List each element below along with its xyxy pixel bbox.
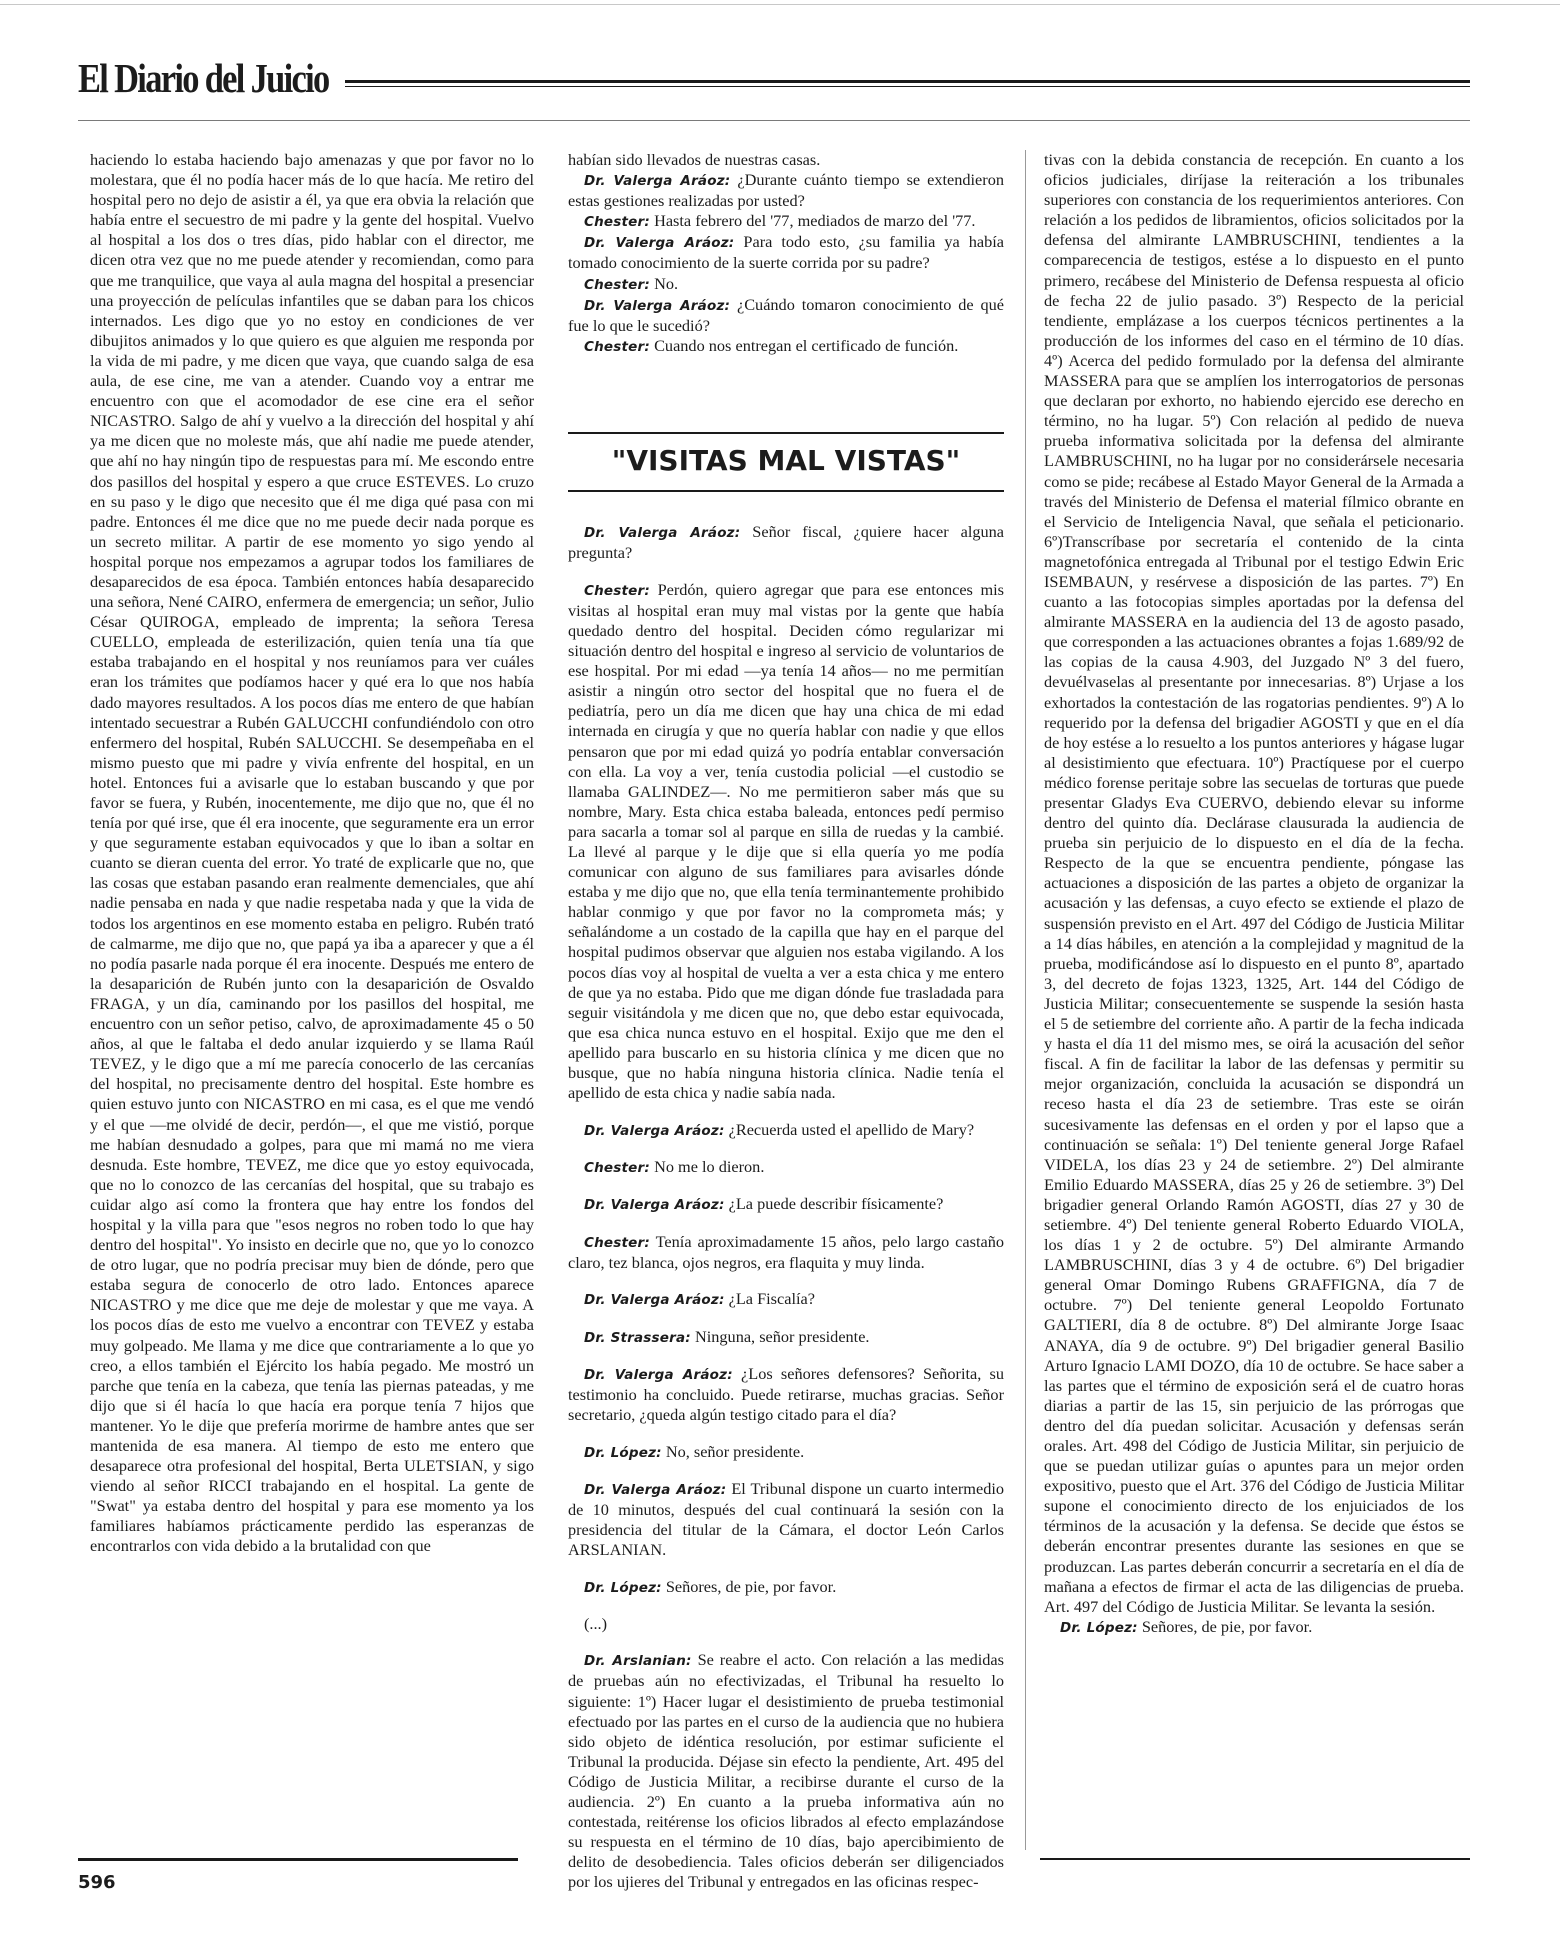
masthead-rule-thin (345, 86, 1470, 87)
heading-rule-top (568, 432, 1004, 434)
speaker-label: Dr. Valerga Aráoz: (584, 173, 731, 190)
section-headline: "VISITAS MAL VISTAS" (611, 444, 961, 477)
paragraph-text: Perdón, quiero agregar que para ese entonces mis visitas al hospital eran muy mal vistas por la gente que había quedado dentro del hospital. Deciden cómo regularizar mi situación dentro del hospital e ingreso al servicio de voluntarios de ese hospital. Por mi edad —ya tenía 14 años— no me permitían asistir a ningún otro sector del hospital que no fuera el de pediatría, pero un día me dicen que hay una chica de mi edad internada en cirugía y que no quería hablar con nadie y que ellos pensaron que por mi edad quizá yo podría entablar conversación con ella. La voy a ver, tenía custodia policial —el custodio se llamaba GALINDEZ—. No me permitieron saber más que su nombre, Mary. Esta chica estaba baleada, entonces pedí permiso para sacarla a tomar sol al parque en silla de ruedas y la cambié. La llevé al parque y le dije que si ella quería yo me podía comunicar con alguno de sus familiares para avisarles dónde estaba y me dijo que no, que ella tenía terminantemente prohibido hablar conmigo y que por favor no la comprometa más; y señalándome a un costado de la capilla que hay en el parque del hospital pudimos observar que alguien nos estaba vigilando. A los pocos días voy al hospital de vuelta a ver a esta chica y me entero de que ya no estaba. Pido que me digan dónde fue trasladada para seguir visitándola y me dicen que no, que debo estar equivocada, que esa chica nunca estuvo en el hospital. Exijo que me den el apellido para buscarlo en su historia clínica y me dicen que no busque, que no había ninguna historia clínica. Nadie tenía el apellido de esta chica y nadie sabía nada. (568, 579, 1004, 1103)
column-2-bottom-paragraph (568, 1364, 1004, 1425)
paragraph-text: ¿Cuándo tomaron conocimiento de qué fue lo que le sucedió? (568, 294, 1004, 335)
heading-rule-bottom (568, 490, 1004, 492)
paragraph-text: Señores, de pie, por favor. (1141, 1616, 1313, 1636)
footer-rule-left (78, 1858, 518, 1861)
paragraph-text: tivas con la debida constancia de recepción. En cuanto a los oficios judiciales, diríjase la reiteración a los tribunales superiores con constancia de los requerimientos anteriores. Con relación a los pedidos de libramientos, oficios solicitados por la defensa del almirante LAMBRUSCHINI, tendientes a la comparecencia de testigos, estése a lo dispuesto en el punto primero, recábese del Ministerio de Defensa respuesta al oficio de fecha 22 de julio pasado. 3º) Respecto de la pericial tendiente, emplázase a los cuerpos técnicos pertinentes a la producción de los informes del caso en el término de 10 días. 4º) Acerca del pedido formulado por la defensa del almirante MASSERA para que se amplíen los interrogatorios de personas que declaran por exhorto, no habiendo ejercido ese derecho en término, no ha lugar. 5º) Con relación al pedido de nueva prueba informativa solicitada por la defensa del almirante LAMBRUSCHINI, no ha lugar por no considerársele necesaria como se pide; recábese al Estado Mayor General de la Armada a través del Ministerio de Defensa el material fílmico obrante en el Servicio de Inteligencia Naval, que señala el peticionario. 6º)Transcríbase por secretaría el contenido de la cinta magnetofónica entregada al Tribunal por el testigo Edwin Eric ISEMBAUN, y resérvese a disposición de las partes. 7º) En cuanto a las fotocopias simples aportadas por la defensa del almirante MASSERA en la audiencia del 13 de agosto pasado, que corresponden a las actuaciones obrantes a fojas 1.689/92 de las copias de la causa 4.903, del Juzgado Nº 3 del fuero, devuélvaselas al presentante por innecesarias. 8º) Urjase a los exhortados la contestación de las rogatorias pendientes. 9º) A lo requerido por la defensa del brigadier AGOSTI y que en el día de hoy estése a lo resuelto a los puntos anteriores y hágase lugar al desistimiento que efectuara. 10º) Practíquese por el cuerpo médico forense peritaje sobre las secuelas de torturas que puede presentar Gladys Eva CUERVO, debiendo elevar su informe dentro del quinto día. Declárase clausurada la audiencia de prueba sin perjuicio de lo dispuesto en el día de la fecha. Respecto de la que se encuentra pendiente, póngase las actuaciones a disposición de las partes a objeto de organizar la acusación y las defensas, a cuyo efecto se extiende el plazo de suspensión previsto en el Art. 497 del Código de Justicia Militar a 14 días hábiles, en atención a la complejidad y magnitud de la prueba, modificándose así lo dispuesto en el punto 8º, apartado 3, del decreto de fojas 1323, 1325, Art. 144 del Código de Justicia Militar; consecuentemente se suspende la sesión hasta el 5 de setiembre del corriente año. A partir de la fecha indicada y hasta el día 11 del mismo mes, se oirá la acusación del señor fiscal. A fin de facilitar la labor de las defensas y permitir su mejor organización, concluida la acusación se dispondrá un receso hasta el día 23 de setiembre. Tras este se oirán sucesivamente las defensas en el orden y por el lapso que a continuación se señala: 1º) Del teniente general Jorge Rafael VIDELA, los días 23 y 24 de setiembre. 2º) Del almirante Emilio Eduardo MASSERA, días 25 y 26 de setiembre. 3º) Del brigadier general Orlando Ramón AGOSTI, días 27 y 30 de setiembre. 4º) Del teniente general Roberto Eduardo VIOLA, los días 1 y 2 de octubre. 5º) Del almirante Armando LAMBRUSCHINI, días 3 y 4 de octubre. 6º) Del brigadier general Omar Domingo Rubens GRAFFIGNA, día 7 de octubre. 7º) Del teniente general Leopoldo Fortunato GALTIERI, día 8 de octubre. 8º) Del almirante Jorge Isaac ANAYA, día 9 de octubre. 9º) Del brigadier general Basilio Arturo Ignacio LAMI DOZO, día 10 de octubre. Se hace saber a las partes que el término de exposición será el de cuatro horas diarias a partir de las 15, sin perjuicio de las prórrogas que dentro del día puedan solicitar. Acusación y defensas serán orales. Art. 498 del Código de Justicia Militar, sin perjuicio de que se puedan utilizar guías o apuntes para un mejor orden expositivo, puesto que el Art. 376 del Código de Justicia Militar supone el conocimiento directo de los enjuiciados de los términos de la acusación y la defensa. Se decide que éstos se deberán encontrar presentes durante las sesiones en que se produzcan. Las partes deberán concurrir a secretaría en el día de mañana a efectos de firmar el acta de las diligencias de prueba. Art. 497 del Código de Justicia Militar. Se levanta la sesión. (1044, 150, 1464, 1616)
column-2-bottom-paragraph (568, 1442, 1004, 1463)
speaker-label: Dr. Valerga Aráoz: (584, 1122, 725, 1139)
paragraph-text: Señor fiscal, ¿quiere hacer alguna pregunta? (568, 522, 1004, 563)
page-number: 596 (78, 1872, 116, 1893)
column-2-top-paragraph (568, 295, 1004, 336)
column-1-text: haciendo lo estaba haciendo bajo amenazas y que por favor no lo molestara, que él no podía hacer más de lo que hacía. Me retiro del hospital pero no dejo de asistir a él, ya que era obvia la relación que había entre el secuestro de mi padre y la gente del hospital. Vuelvo al hospital a los dos o tres días, pido hablar con el director, me dicen otra vez que no me puede atender y recomiendan, como para que me tranquilice, que vaya al aula magna del hospital a presenciar una proyección de películas infantiles que se daban para los chicos internados. Les digo que yo no estoy en condiciones de ver dibujitos animados y lo que quiero es que alguien me responda por la vida de mi padre, y me dicen que vaya, que cuando salga de esa aula, de ese cine, me van a atender. Cuando voy a entrar me encuentro con que el acomodador de ese cine era el señor NICASTRO. Salgo de ahí y vuelvo a la dirección del hospital y ahí ya me dicen que no moleste más, que ahí nadie me puede atender, que ahí no hay ningún tipo de respuestas para mí. Me escondo entre dos pasillos del hospital y espero a que cruce ESTEVES. Lo cruzo en su paso y le digo que necesito que él me diga qué pasa con mi padre. Entonces él me dice que no me puede decir nada porque es un secreto militar. A partir de ese momento yo sigo yendo al hospital porque nos empezamos a agrupar todos los familiares de desaparecidos de esa época. También entonces había desaparecido una señora, Nené CAIRO, enfermera de emergencia; un señor, Julio César QUIROGA, empleado de imprenta; la señora Teresa CUELLO, empleada de esterilización, quien tenía una tía que estaba trabajando en el hospital y nos reuníamos para ver cuáles eran los trámites que podíamos hacer y qué era lo que nos había dado mayores resultados. A los pocos días me entero de que habían intentado secuestrar a Rubén GALUCCHI confundiéndolo con otro enfermero del hospital, Rubén SALUCCHI. Se desempeñaba en el mismo puesto que mi padre y vivía enfrente del hospital, en un hotel. Entonces fui a avisarle que lo estaban buscando y que por favor se fuera, y Rubén, inocentemente, me dijo que no, que él no tenía por qué irse, que él era inocente, que seguramente era un error y que seguramente estaban equivocados y que lo iban a soltar en cuanto se dieran cuenta del error. Yo traté de explicarle que no, que las cosas que estaban pasando eran realmente demenciales, que ahí nadie pensaba en nada y que nadie respetaba nada y que la vida de todos los argentinos en ese momento estaba en peligro. Rubén trató de calmarme, me dijo que no, que papá ya iba a aparecer y que a él no podía pasarle nada porque él era inocente. Después me entero de la desaparición de Rubén junto con la desaparición de Osvaldo FRAGA, y un día, caminando por los pasillos del hospital, me encuentro con un señor petiso, calvo, de aproximadamente 45 o 50 años, al que le faltaba el dedo anular izquierdo y se llama Raúl TEVEZ, y le digo que a mí me parecía conocerlo de las cercanías del hospital, no precisamente dentro del hospital. Este hombre es quien estuvo junto con NICASTRO en mi casa, es el que me vendó y el que —me olvidé de decir, perdón—, el que me vistió, porque me habían desnudado a golpes, para que mi mamá no me viera desnuda. Este hombre, TEVEZ, me dice que yo estoy equivocada, que no lo conozco de las cercanías del hospital, que su trabajo es cuidar algo así como la frontera que hay entre los fondos del hospital y la villa para que "esos negros no roben todo lo que hay dentro del hospital". Yo insisto en decirle que no, que yo lo conozco de otro lugar, que no podría precisar muy bien de dónde, pero que estaba segura de conocerlo de otro lado. Entonces aparece NICASTRO y me dice que me deje de molestar y que me vaya. A los pocos días de esto me vuelvo a encontrar con TEVEZ y estaba muy golpeado. Me llama y me dice que contrariamente a lo que yo creo, a ellos también el Ejército los había pegado. Me mostró un parche que tenía en la cabeza, que tenía las piernas pateadas, y me dijo que si él hacía lo que hacía era porque tenía 7 hijos que mantener. Yo le dije que prefería morirme de hambre antes que ser mantenida de esa manera. Al tiempo de esto me entero que desaparece otra profesional del hospital, Berta ULETSIAN, y sigo viendo al señor RICCI trabajando en el hospital. La gente de "Swat" ya estaba dentro del hospital y para ese momento ya los familiares habíamos prácticamente perdido las esperanzas de encontrarlos con vida debido a la brutalidad con que (90, 150, 534, 1556)
column-2-top-paragraph (568, 336, 1004, 357)
masthead-title: El Diario del Juicio (78, 55, 329, 101)
paragraph-text: No me lo dieron. (654, 1156, 765, 1176)
paragraph-text: No. (654, 273, 679, 293)
speaker-label: Chester: (584, 276, 650, 293)
speaker-label: Dr. López: (1060, 1619, 1138, 1636)
column-2-bottom-paragraph (568, 1194, 1004, 1215)
speaker-label: Dr. Valerga Aráoz: (584, 525, 741, 542)
speaker-label: Dr. Valerga Aráoz: (584, 235, 735, 252)
paragraph-text: (...) (584, 1613, 608, 1633)
column-2-bottom-paragraph (568, 1479, 1004, 1560)
column-divider-right (1025, 150, 1026, 1850)
section-heading-box (568, 432, 1004, 478)
column-2-top-paragraph (568, 232, 1004, 273)
paragraph-text: Cuando nos entregan el certificado de función. (654, 335, 959, 355)
speaker-label: Dr. Valerga Aráoz: (584, 1366, 733, 1383)
speaker-label: Dr. Arslanian: (584, 1653, 692, 1670)
column-2-top-paragraph (568, 211, 1004, 232)
column-3 (1044, 150, 1464, 1638)
speaker-label: Chester: (584, 1234, 650, 1251)
column-2-top (568, 150, 1004, 357)
masthead-underline (78, 120, 1470, 121)
paragraph-text: Ninguna, señor presidente. (694, 1326, 870, 1346)
paragraph-text: Para todo esto, ¿su familia ya había tomado conocimiento de la suerte corrida por su padre? (568, 232, 1004, 273)
speaker-label: Dr. Strassera: (584, 1329, 691, 1346)
speaker-label: Dr. López: (584, 1579, 662, 1596)
speaker-label: Dr. Valerga Aráoz: (584, 1292, 725, 1309)
paragraph-text: Señores, de pie, por favor. (665, 1576, 837, 1596)
column-2-bottom-paragraph (568, 1327, 1004, 1348)
speaker-label: Chester: (584, 338, 650, 355)
column-2-bottom-paragraph (568, 580, 1004, 1103)
paragraph-text: ¿La puede describir físicamente? (728, 1194, 944, 1214)
column-2-bottom-paragraph (568, 522, 1004, 563)
paragraph-text: No, señor presidente. (665, 1441, 805, 1461)
column-3-paragraph (1044, 1617, 1464, 1638)
column-2-bottom (568, 506, 1004, 1909)
paragraph-text: Se reabre el acto. Con relación a las medidas de pruebas aún no efectivizadas, el Tribunal ha resuelto lo siguiente: 1º) Hacer lugar el desistimiento de prueba testimonial efectuado por las partes en el curso de la audiencia que no hubiera sido objeto de idéntica resolución, por estimar suficiente el Tribunal la producida. Déjase sin efecto la pendiente, Art. 495 del Código de Justicia Militar, a recibirse durante el curso de la audiencia. 2º) En cuanto a la prueba informativa aún no contestada, reitérense los oficios librados al efecto emplazándose su respuesta en el término de 10 días, bajo apercibimiento de delito de desobediencia. Tales oficios deberán ser diligenciados por los ujieres del Tribunal y entregados en las oficinas respec- (568, 1650, 1004, 1892)
column-2-bottom-paragraph (568, 1577, 1004, 1598)
column-2-top-paragraph (568, 170, 1004, 211)
paragraph-text: ¿La Fiscalía? (728, 1289, 815, 1309)
paragraph-text: Tenía aproximadamente 15 años, pelo largo castaño claro, tez blanca, ojos negros, era flaquita y muy linda. (568, 1231, 1004, 1272)
column-2-bottom-paragraph (568, 1232, 1004, 1273)
column-3-paragraph (1044, 150, 1464, 1617)
speaker-label: Dr. López: (584, 1444, 662, 1461)
speaker-label: Chester: (584, 582, 650, 599)
paragraph-text: habían sido llevados de nuestras casas. (568, 150, 821, 169)
column-2-bottom-paragraph (568, 1289, 1004, 1310)
speaker-label: Dr. Valerga Aráoz: (584, 1197, 725, 1214)
paragraph-text: ¿Durante cuánto tiempo se extendieron estas gestiones realizadas por usted? (568, 170, 1004, 211)
paragraph-text: ¿Recuerda usted el apellido de Mary? (728, 1119, 975, 1139)
footer-rule-right (1040, 1858, 1470, 1860)
column-2-bottom-paragraph (568, 1157, 1004, 1178)
paragraph-text: ¿Los señores defensores? Señorita, su testimonio ha concluido. Puede retirarse, muchas gracias. Señor secretario, ¿queda algún testigo citado para el día? (568, 1363, 1005, 1425)
speaker-label: Dr. Valerga Aráoz: (584, 1481, 727, 1498)
column-2-bottom-paragraph (568, 1614, 1004, 1634)
masthead-rule-thick (345, 80, 1470, 83)
column-2-bottom-paragraph (568, 1120, 1004, 1141)
column-2-bottom-paragraph (568, 1650, 1004, 1892)
speaker-label: Chester: (584, 214, 650, 231)
column-1 (90, 150, 534, 1557)
speaker-label: Chester: (584, 1159, 650, 1176)
paragraph-text: El Tribunal dispone un cuarto intermedio de 10 minutos, después del cual continuará la sesión con la presidencia del titular de la Cámara, el doctor León Carlos ARSLANIAN. (568, 1478, 1004, 1560)
top-thin-rule (0, 4, 1560, 5)
column-2-top-paragraph (568, 274, 1004, 295)
speaker-label: Dr. Valerga Aráoz: (584, 297, 731, 314)
paragraph-text: Hasta febrero del '77, mediados de marzo del '77. (654, 211, 976, 231)
column-2-top-paragraph (568, 150, 1004, 170)
